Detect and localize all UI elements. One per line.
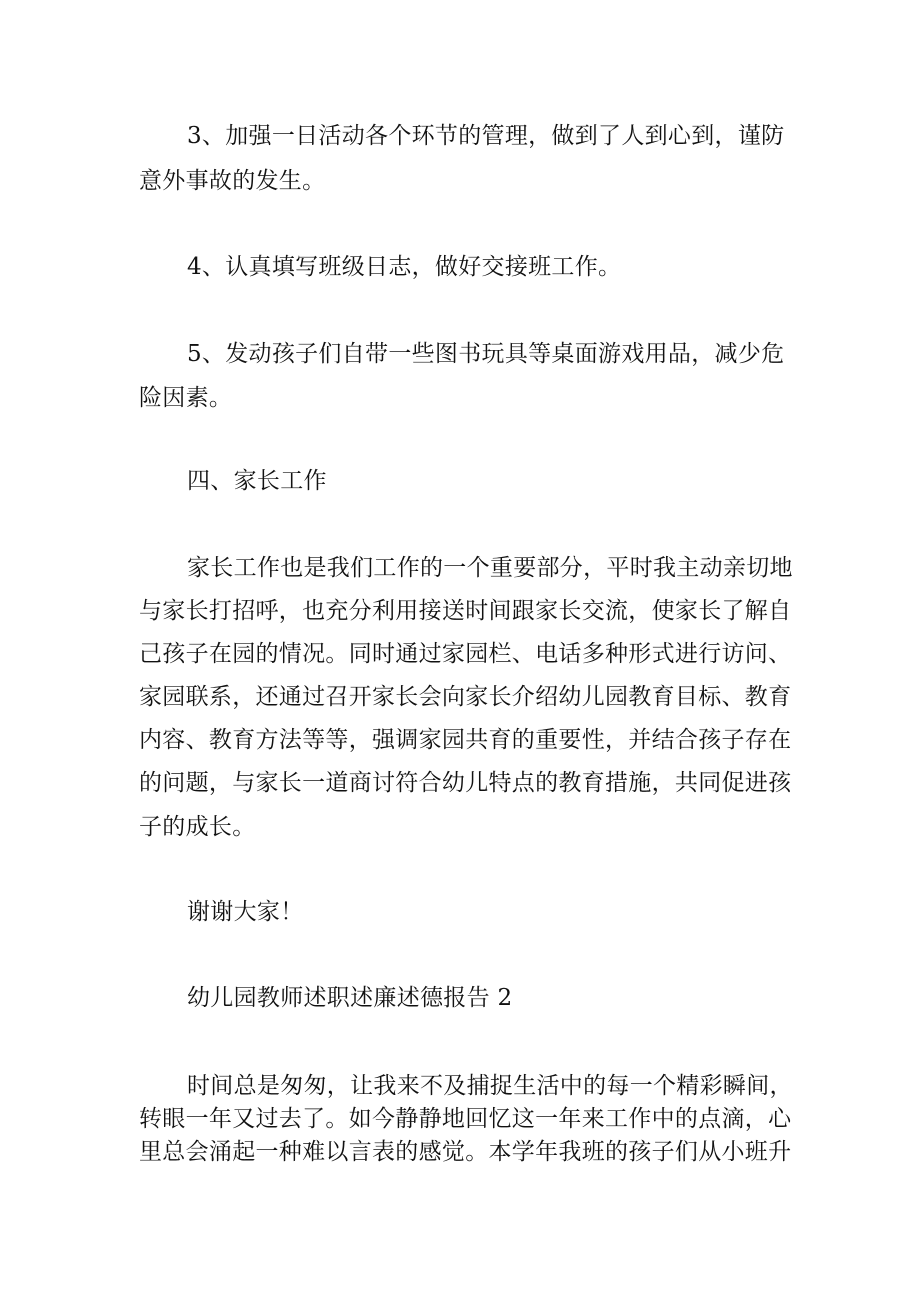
paragraph-line: 家园联系，还通过召开家长会向家长介绍幼儿园教育目标、教育 <box>139 684 792 710</box>
paragraph-line: 己孩子在园的情况。同时通过家园栏、电话多种形式进行访问、 <box>139 641 792 667</box>
paragraph-line: 转眼一年又过去了。如今静静地回忆这一年来工作中的点滴，心 <box>139 1106 792 1132</box>
item-5-line-1: 5、发动孩子们自带一些图书玩具等桌面游戏用品，减少危 <box>187 341 785 367</box>
item-3-line-1: 3、加强一日活动各个环节的管理，做到了人到心到，谨防 <box>187 123 785 149</box>
item-5-line-2: 险因素。 <box>139 385 233 411</box>
item-3-line-2: 意外事故的发生。 <box>139 168 326 194</box>
paragraph-line: 时间总是匆匆，让我来不及捕捉生活中的每一个精彩瞬间， <box>187 1073 793 1099</box>
paragraph-line: 里总会涌起一种难以言表的感觉。本学年我班的孩子们从小班升 <box>139 1139 792 1165</box>
paragraph-line: 内容、教育方法等等，强调家园共育的重要性，并结合孩子存在 <box>139 727 792 753</box>
report-title: 幼儿园教师述职述廉述德报告 2 <box>187 985 513 1011</box>
paragraph-line: 与家长打招呼，也充分利用接送时间跟家长交流，使家长了解自 <box>139 598 792 624</box>
paragraph-line: 子的成长。 <box>139 814 256 840</box>
closing-thanks: 谢谢大家！ <box>187 899 304 925</box>
paragraph-line: 家长工作也是我们工作的一个重要部分，平时我主动亲切地 <box>187 555 793 581</box>
paragraph-line: 的问题，与家长一道商讨符合幼儿特点的教育措施，共同促进孩 <box>139 770 792 796</box>
section-heading: 四、家长工作 <box>187 468 327 494</box>
item-4-line-1: 4、认真填写班级日志，做好交接班工作。 <box>187 254 622 280</box>
